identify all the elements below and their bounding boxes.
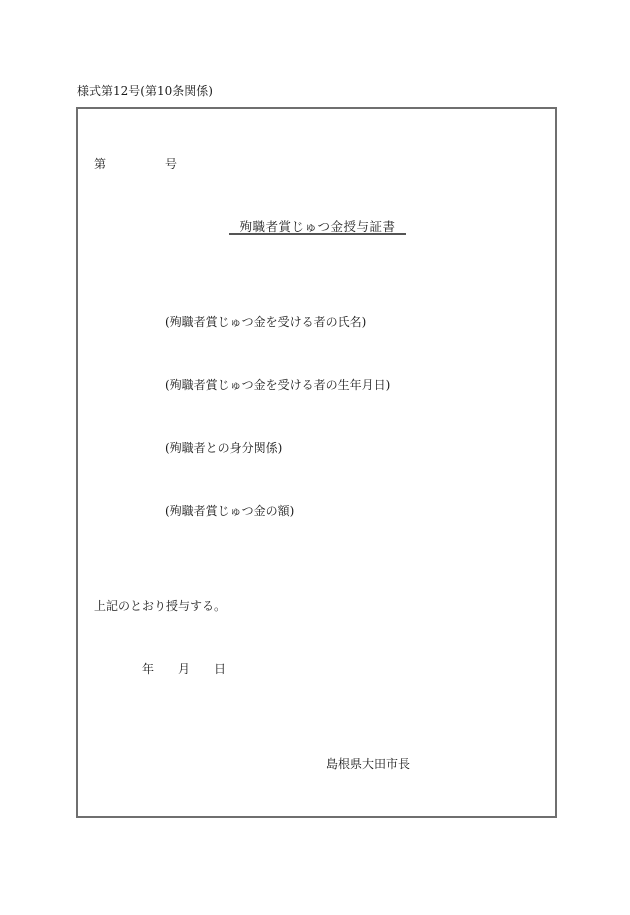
amount-field: (殉職者賞じゅつ金の額)	[165, 504, 295, 518]
certificate-title	[229, 221, 406, 234]
relationship-field: (殉職者との身分関係)	[165, 441, 283, 455]
recipient-name-field: (殉職者賞じゅつ金を受ける者の氏名)	[165, 315, 367, 329]
recipient-birthdate-field: (殉職者賞じゅつ金を受ける者の生年月日)	[165, 378, 391, 392]
date-month: 月	[178, 662, 191, 676]
certificate-title-text: 殉職者賞じゅつ金授与証書	[239, 219, 396, 234]
certificate-number-prefix: 第	[94, 157, 107, 171]
form-number-label: 様式第12号(第10条関係)	[77, 84, 213, 98]
certificate-frame	[76, 107, 557, 818]
award-statement: 上記のとおり授与する。	[94, 599, 227, 613]
certificate-number-suffix: 号	[165, 157, 178, 171]
issuer-name: 島根県大田市長	[326, 757, 411, 771]
date-day: 日	[214, 662, 227, 676]
title-underline	[229, 233, 406, 235]
date-year: 年	[142, 662, 155, 676]
